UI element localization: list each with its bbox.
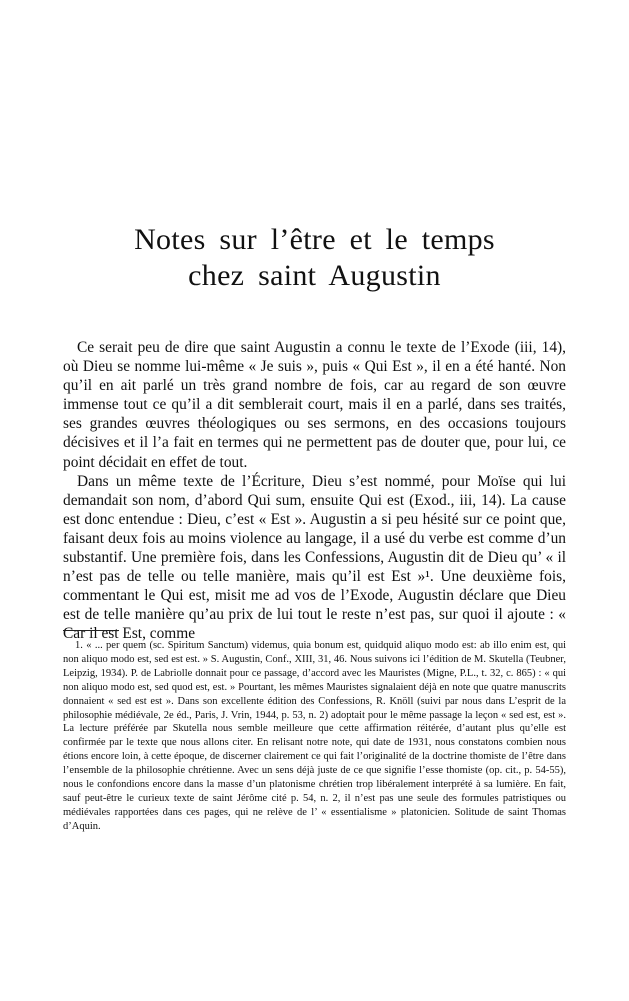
- footnotes: [63, 639, 566, 834]
- chapter-title-line-1: Notes sur l’être et le temps: [134, 223, 495, 256]
- paragraph-2: Dans un même texte de l’Écriture, Dieu s’est nommé, pour Moïse qui lui demandait son nom, d’abord Qui sum, ensuite Qui est (Exod., iii, 14). La cause est donc entendue : Dieu, c’est « Est ». Augustin a si peu hésité sur ce point que, faisant deux fois au moins violence au langage, il a usé du verbe est comme d’un substantif. Une première fois, dans les Confessions, Augustin dit de Dieu qu’ « il n’est pas de telle ou telle manière, mais qu’il est Est »¹. Une deuxième fois, commentant le Qui est, misit me ad vos de l’Exode, Augustin déclare que Dieu est de telle manière qu’au prix de lui tout le reste n’est pas, sur quoi il ajoute : « Car il est Est, comme: [63, 472, 566, 643]
- paragraph-1: Ce serait peu de dire que saint Augustin a connu le texte de l’Exode (iii, 14), où Dieu se nomme lui-même « Je suis », puis « Qui Est », il en a été hanté. Non qu’il en ait parlé un très grand nombre de fois, car au regard de son œuvre immense tout ce qu’il a dit semblerait court, mais il en a parlé, dans ses traités, ses grandes œuvres théologiques ou ses sermons, en des occasions toujours décisives et il l’a fait en termes qui ne permettent pas de douter que, pour lui, ce point décidait en effet de tout.: [63, 339, 566, 471]
- footnote-1: 1. « ... per quem (sc. Spiritum Sanctum) videmus, quia bonum est, quidquid aliquo modo est: ab illo enim est, qui non aliquo modo est, sed est est. » S. Augustin, Conf., XIII, 31, 46. Nous suivons ici l’édition de M. Skutella (Teubner, Leipzig, 1934). P. de Labriolle donnait pour ce passage, d’accord avec les Mauristes (Migne, P.L., t. 32, c. 865) : « qui non aliquo modo est, sed quod est, est. » Pourtant, les mêmes Mauristes signalaient déjà en note que quatre manuscrits donnaient « sed est est ». Dans son excellente édition des Confessions, R. Knöll (suivi par nous dans L’esprit de la philosophie médiévale, 2e éd., Paris, J. Vrin, 1944, p. 53, n. 2) adoptait pour le même passage la leçon « sed est, est ». La lecture préférée par Skutella nous semble meilleure que cette affirmation réitérée, d’autant plus qu’elle est confirmée par le texte que nous allons citer. En relisant notre note, qui date de 1931, nous constatons combien nous étions encore loin, à cette époque, de discerner clairement ce qui fait l’originalité de la doctrine thomiste de l’être dans l’ensemble de la philosophie chrétienne. Avec un sens déjà juste de ce que signifie l’esse thomiste (op. cit., p. 54-55), nous le confondions encore dans la masse d’un platonisme chrétien trop libéralement interprété à sa lumière. En fait, sauf peut-être le curieux texte de saint Jérôme cité p. 54, n. 2, il n’est pas une seule des formules patristiques ou médiévales rapportées dans ces pages, qui ne relève de l’ « essentialisme » platonicien. Solitude de saint Thomas d’Aquin.: [63, 640, 566, 832]
- main-text: [63, 338, 566, 644]
- footnote-separator: [63, 630, 119, 631]
- chapter-title-line-2: chez saint Augustin: [188, 259, 441, 292]
